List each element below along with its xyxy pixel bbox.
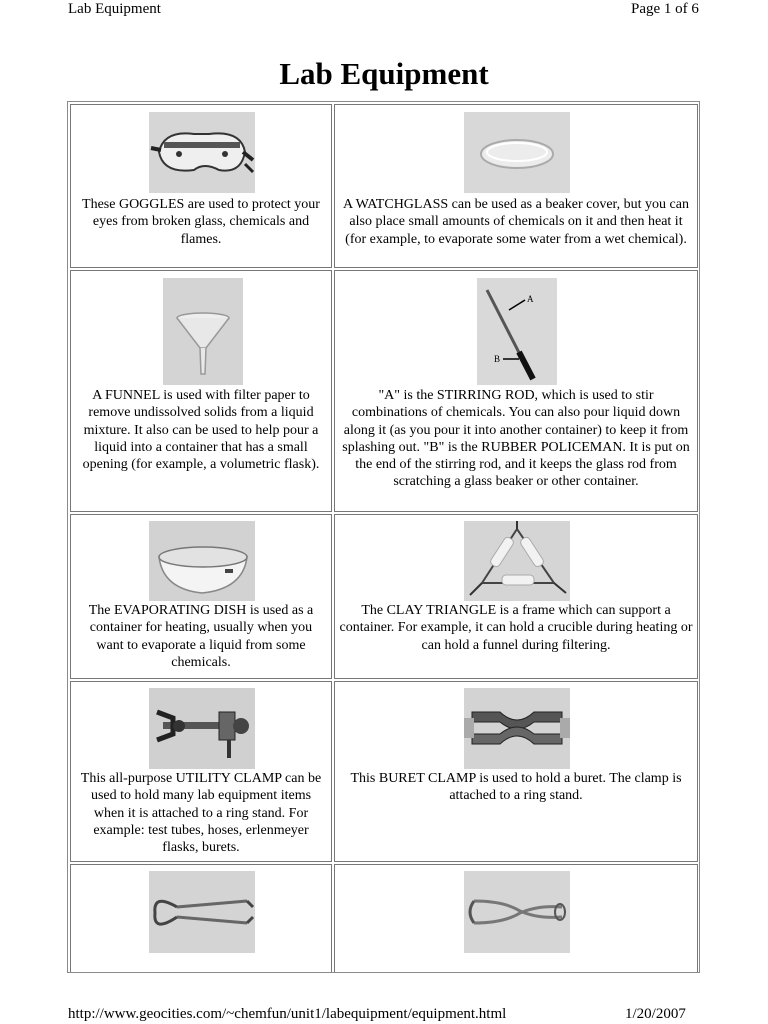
label-b: B	[494, 354, 501, 364]
stirring-rod-image	[477, 278, 557, 385]
page-title: Lab Equipment	[279, 56, 489, 91]
clay-triangle-image	[464, 521, 570, 601]
buret-clamp-caption: This BURET CLAMP is used to hold a buret. The clamp is attached to a ring stand.	[350, 771, 682, 804]
goggles-caption: These GOGGLES are used to protect your eyes from broken glass, chemicals and flames.	[82, 197, 320, 247]
print-date: 1/20/2007	[625, 1006, 686, 1022]
equipment-cell	[70, 104, 332, 268]
label-a: A	[527, 294, 534, 304]
utility-clamp-image	[149, 688, 255, 769]
goggles-image	[149, 112, 255, 193]
equipment-cell	[334, 514, 698, 679]
buret-clamp-image	[464, 688, 570, 769]
equipment-cell	[70, 681, 332, 862]
utility-clamp-caption: This all-purpose UTILITY CLAMP can be used to hold many lab equipment items when it is attached to a ring stand. For example: test tubes, hoses, erlenmeyer flasks, burets.	[80, 771, 322, 856]
watchglass-caption: A WATCHGLASS can be used as a beaker cover, but you can also place small amounts of chemicals on it and then heat it (for example, to evaporate some water from a wet chemical).	[343, 197, 689, 247]
equipment-cell	[70, 864, 332, 973]
equipment-cell	[70, 270, 332, 512]
funnel-caption: A FUNNEL is used with filter paper to remove undissolved solids from a liquid mixture. It also can be used to help pour a liquid into a container that has a small opening (for example, a volumetric flask).	[82, 388, 320, 473]
equipment-cell	[334, 270, 698, 512]
equipment-cell	[334, 104, 698, 268]
evaporating-dish-image	[149, 521, 255, 601]
watchglass-image	[464, 112, 570, 193]
page-url: http://www.geocities.com/~chemfun/unit1/labequipment/equipment.html	[68, 1006, 507, 1022]
page-number: Page 1 of 6	[631, 1, 699, 17]
clay-triangle-caption: The CLAY TRIANGLE is a frame which can support a container. For example, it can hold a crucible during heating or can hold a funnel during filtering.	[339, 603, 693, 653]
crucible-tongs-image	[464, 871, 570, 953]
funnel-image	[163, 278, 243, 385]
stirring-rod-caption: "A" is the STIRRING ROD, which is used to stir combinations of chemicals. You can also pour liquid down along it (as you pour it into another container) to keep it from splashing out. "B" is the RUBBER POLICEMAN. It is put on the end of the stirring rod, and it keeps the glass rod from scratching a glass beaker or other container.	[342, 388, 690, 490]
equipment-cell	[334, 681, 698, 862]
page-header-title: Lab Equipment	[68, 1, 161, 17]
equipment-cell	[70, 514, 332, 679]
evaporating-dish-caption: The EVAPORATING DISH is used as a container for heating, usually when you want to evaporate a liquid from some chemicals.	[88, 603, 314, 670]
equipment-cell	[334, 864, 698, 973]
equipment-table	[67, 101, 700, 973]
beaker-tongs-image	[149, 871, 255, 953]
